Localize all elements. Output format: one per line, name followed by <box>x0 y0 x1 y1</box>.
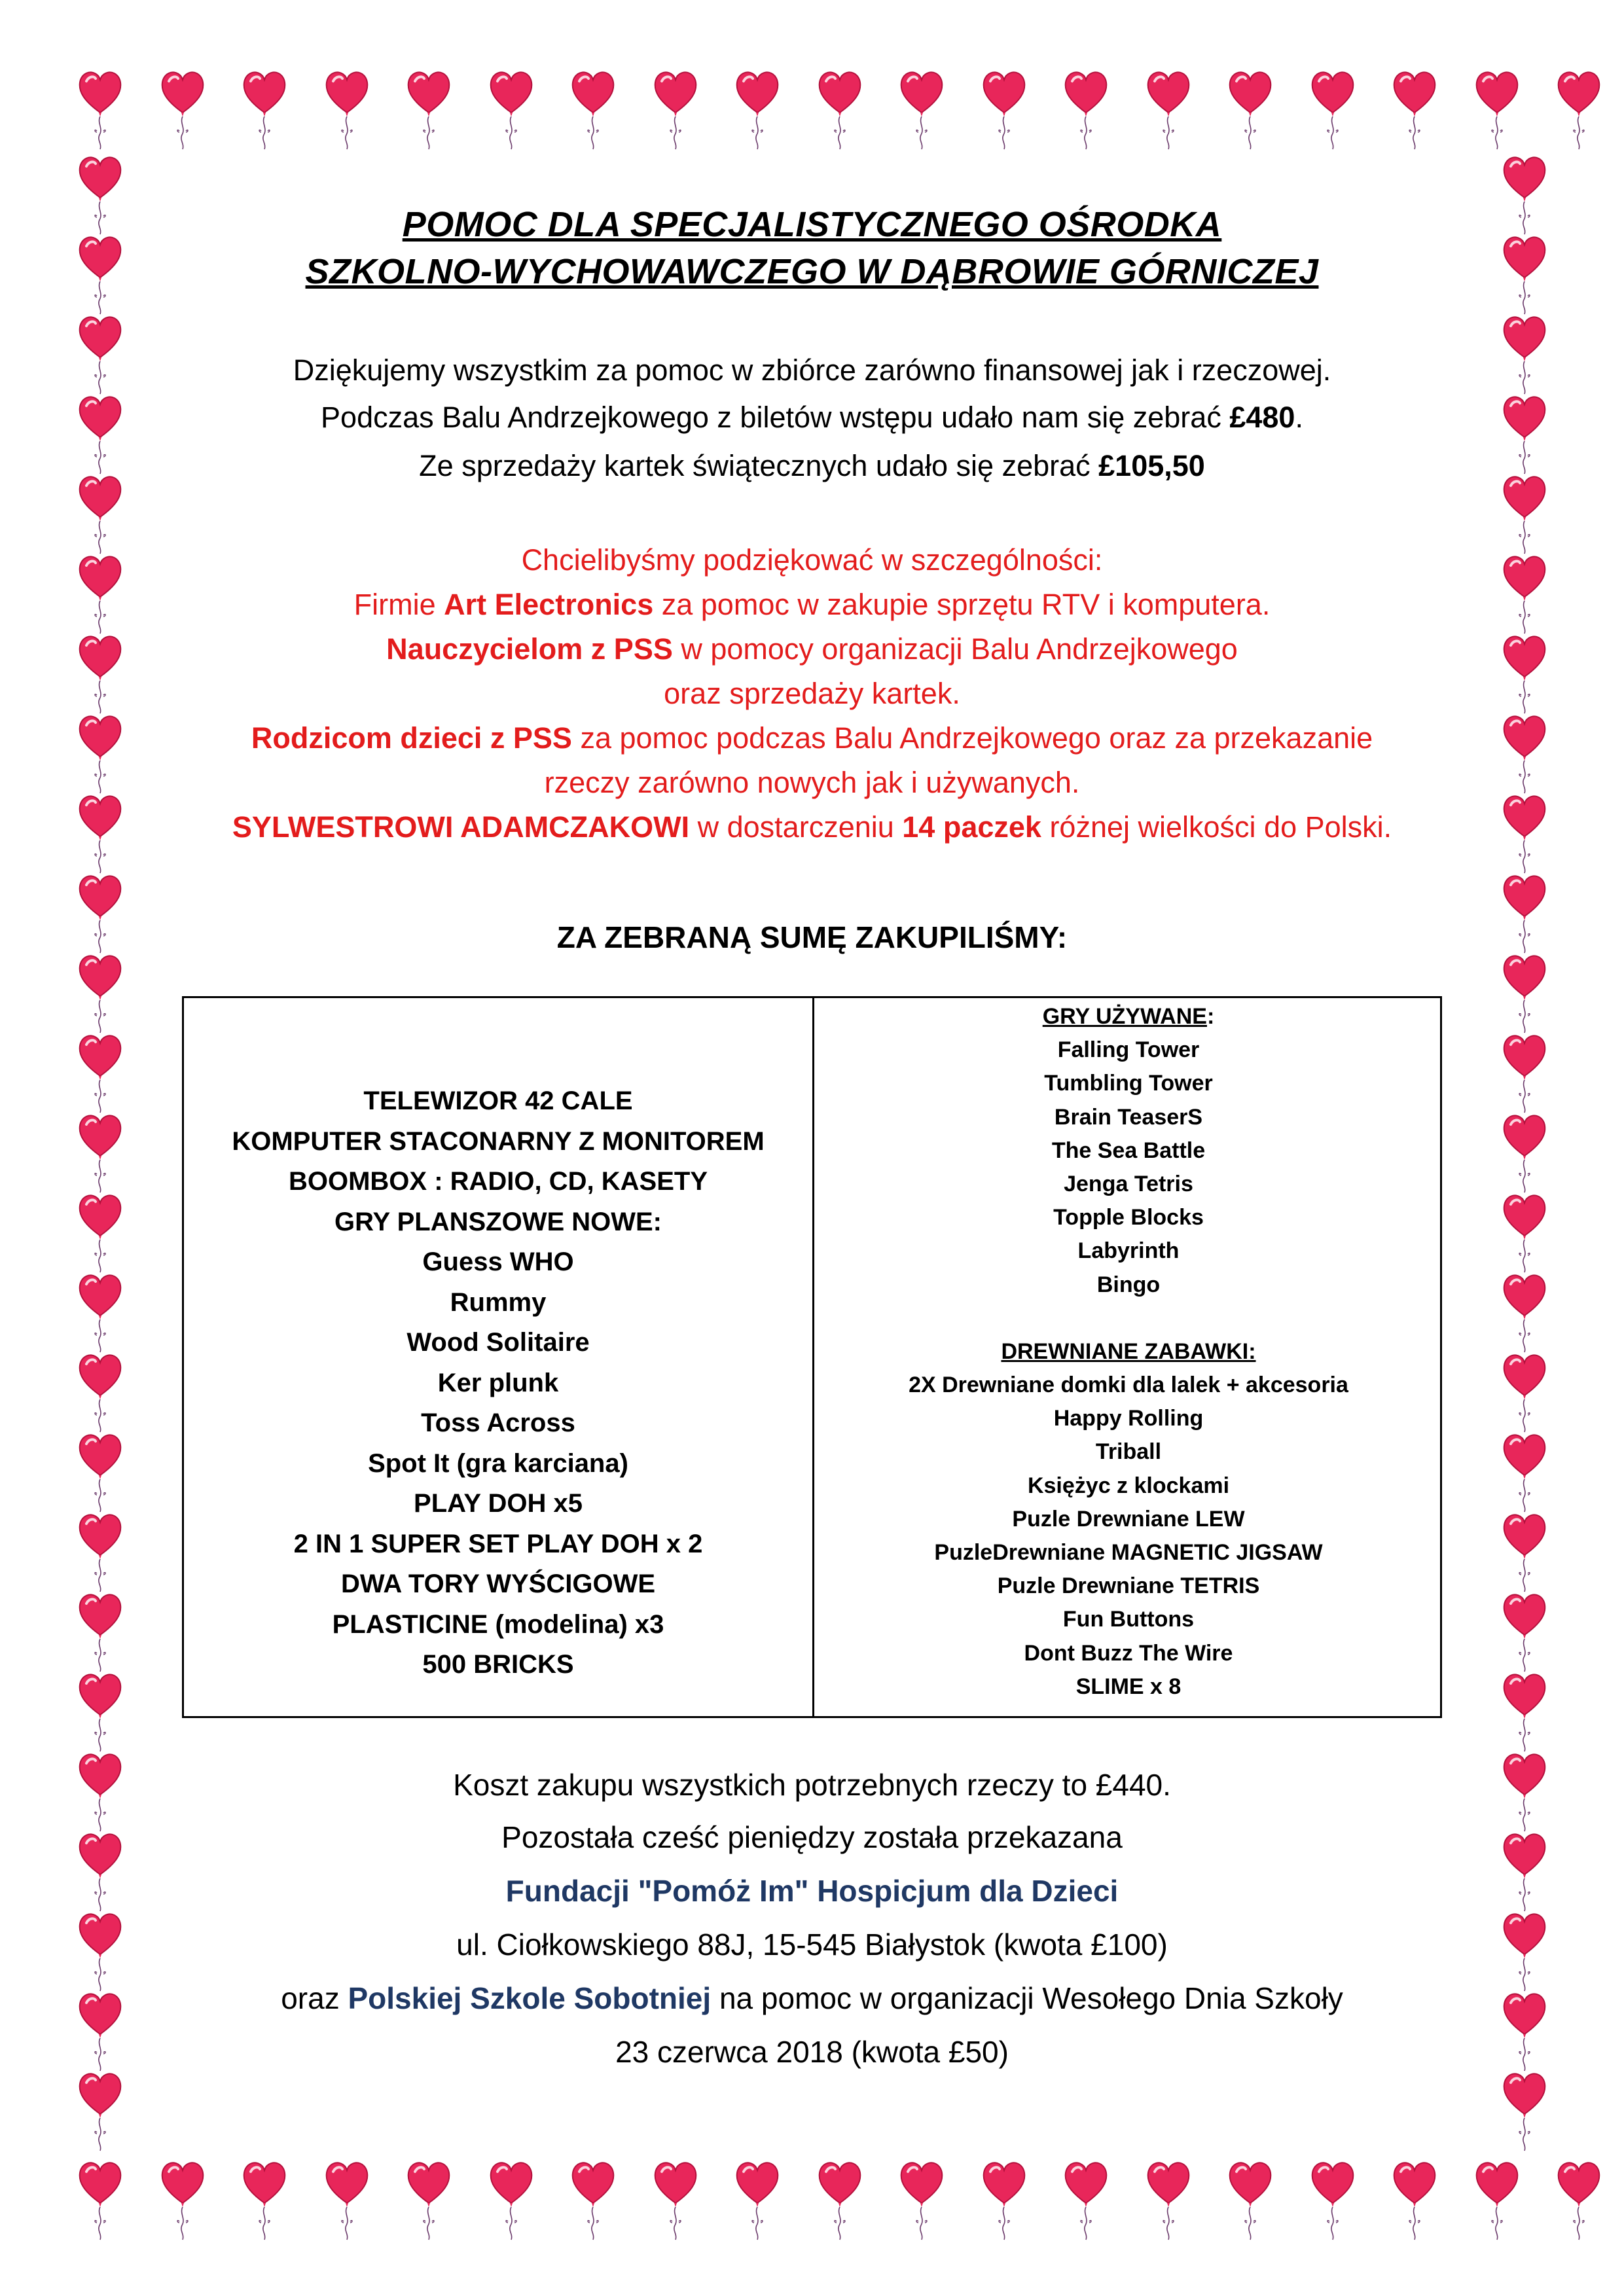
list-item: Rummy <box>450 1287 547 1317</box>
thanks-l2-bold: Nauczycielom z PSS <box>386 632 673 666</box>
list-item: Happy Rolling <box>1053 1406 1204 1431</box>
used-games-header <box>814 1000 1443 1033</box>
purchases-table <box>182 996 1442 1718</box>
thanks-line-4 <box>131 719 1493 758</box>
title-line-2: SZKOLNO-WYCHOWAWCZEGO W DĄBROWIE GÓRNICZEJ <box>305 252 1319 291</box>
used-games-list <box>814 1033 1443 1302</box>
intro-line-2 <box>131 398 1493 437</box>
list-item: 2X Drewniane domki dla lalek + akcesoria <box>909 1372 1348 1398</box>
list-item: GRY PLANSZOWE NOWE: <box>334 1207 662 1236</box>
thanks-l4-bold: Rodzicom dzieci z PSS <box>251 721 572 755</box>
thanks-l2-post: w pomocy organizacji Balu Andrzejkowego <box>672 632 1238 666</box>
thanks-line-5: rzeczy zarówno nowych jak i używanych. <box>544 766 1080 799</box>
list-item: Spot It (gra karciana) <box>368 1448 628 1478</box>
closing-l5-post: na pomoc w organizacji Wesołego Dnia Szkoły <box>711 1981 1343 2015</box>
ball-amount: £480 <box>1229 401 1295 434</box>
thanks-l4-post: za pomoc podczas Balu Andrzejkowego oraz za przekazanie <box>571 721 1373 755</box>
intro-line-3-text: Ze sprzedaży kartek świątecznych udało się zebrać <box>419 449 1099 482</box>
title-line-1: POMOC DLA SPECJALISTYCZNEGO OŚRODKA <box>402 205 1222 244</box>
list-item: Wood Solitaire <box>406 1328 590 1357</box>
list-item: Falling Tower <box>1057 1037 1200 1063</box>
closing-line-4: ul. Ciołkowskiego 88J, 15-545 Białystok (kwota £100) <box>456 1928 1168 1962</box>
list-item: Puzle Drewniane LEW <box>1012 1506 1245 1532</box>
list-item: Dont Buzz The Wire <box>1024 1640 1233 1666</box>
list-item: BOOMBOX : RADIO, CD, KASETY <box>288 1167 708 1196</box>
column-spacer <box>814 1302 1443 1335</box>
thanks-line-1 <box>131 585 1493 624</box>
closing-line-1: Koszt zakupu wszystkich potrzebnych rzeczy to £440. <box>453 1768 1171 1802</box>
list-item: KOMPUTER STACONARNY Z MONITOREM <box>232 1126 765 1156</box>
list-item: 2 IN 1 SUPER SET PLAY DOH x 2 <box>293 1529 703 1558</box>
list-item: Labyrinth <box>1077 1238 1180 1264</box>
list-item: Bingo <box>1096 1272 1161 1297</box>
list-item: Brain TeaserS <box>1054 1104 1203 1130</box>
closing-line-6: 23 czerwca 2018 (kwota £50) <box>615 2035 1009 2069</box>
list-item: Guess WHO <box>422 1247 574 1276</box>
list-item: Tumbling Tower <box>1044 1071 1213 1096</box>
list-item: 500 BRICKS <box>422 1650 574 1679</box>
list-item: PLASTICINE (modelina) x3 <box>332 1609 664 1639</box>
list-item: Fun Buttons <box>1062 1607 1195 1632</box>
list-item: TELEWIZOR 42 CALE <box>363 1086 633 1115</box>
list-item: Jenga Tetris <box>1064 1172 1193 1197</box>
thanks-l1-pre: Firmie <box>353 588 444 621</box>
used-games-header-text: GRY UŻYWANE <box>1042 1004 1207 1029</box>
intro-line-2-end: . <box>1295 401 1303 434</box>
thanks-l1-post: za pomoc w zakupie sprzętu RTV i komputera. <box>653 588 1271 621</box>
list-item: PuzleDrewniane MAGNETIC JIGSAW <box>934 1540 1323 1566</box>
new-items-column <box>184 1081 812 1685</box>
list-item: Księżyc z klockami <box>1027 1473 1230 1498</box>
wooden-toys-list <box>814 1369 1443 1704</box>
thanks-line-2 <box>131 630 1493 669</box>
list-item: The Sea Battle <box>1051 1138 1206 1163</box>
used-items-column <box>814 1000 1443 1704</box>
intro-line-1: Dziękujemy wszystkim za pomoc w zbiórce zarówno finansowej jak i rzeczowej. <box>293 353 1331 387</box>
list-item: Topple Blocks <box>1053 1205 1204 1230</box>
closing-line-2: Pozostała cześć pieniędzy została przekazana <box>501 1820 1123 1854</box>
intro-line-3 <box>131 446 1493 486</box>
closing-line-5 <box>131 1981 1493 2016</box>
purchased-heading: ZA ZEBRANĄ SUMĘ ZAKUPILIŚMY: <box>556 920 1068 954</box>
closing-line-3: Fundacji "Pomóż Im" Hospicjum dla Dzieci <box>505 1874 1119 1908</box>
thanks-l6-mid: w dostarczeniu <box>689 810 903 844</box>
thanks-line-6 <box>131 808 1493 847</box>
list-item: Toss Across <box>421 1408 575 1437</box>
used-games-header-colon: : <box>1206 1004 1215 1029</box>
closing-l5-bold: Polskiej Szkole Sobotniej <box>348 1981 712 2015</box>
intro-line-2-text: Podczas Balu Andrzejkowego z biletów wstępu udało nam się zebrać <box>321 401 1230 434</box>
list-item: DWA TORY WYŚCIGOWE <box>340 1570 656 1598</box>
thanks-l6-bold: SYLWESTROWI ADAMCZAKOWI <box>232 810 690 844</box>
cards-amount: £105,50 <box>1098 449 1205 482</box>
thanks-line-3: oraz sprzedaży kartek. <box>664 677 960 710</box>
list-item: Triball <box>1095 1439 1162 1465</box>
wooden-toys-header: DREWNIANE ZABAWKI: <box>1001 1338 1256 1364</box>
list-item: Puzle Drewniane TETRIS <box>997 1573 1260 1599</box>
list-item: PLAY DOH x5 <box>414 1489 583 1518</box>
thanks-l1-bold: Art Electronics <box>444 588 654 621</box>
thanks-header: Chcielibyśmy podziękować w szczególności: <box>521 543 1103 577</box>
thanks-l6-bold2: 14 paczek <box>902 810 1041 844</box>
list-item: Ker plunk <box>437 1368 559 1397</box>
thanks-l6-post: różnej wielkości do Polski. <box>1041 810 1392 844</box>
list-item: SLIME x 8 <box>1075 1674 1182 1699</box>
closing-l5-pre: oraz <box>281 1981 348 2015</box>
